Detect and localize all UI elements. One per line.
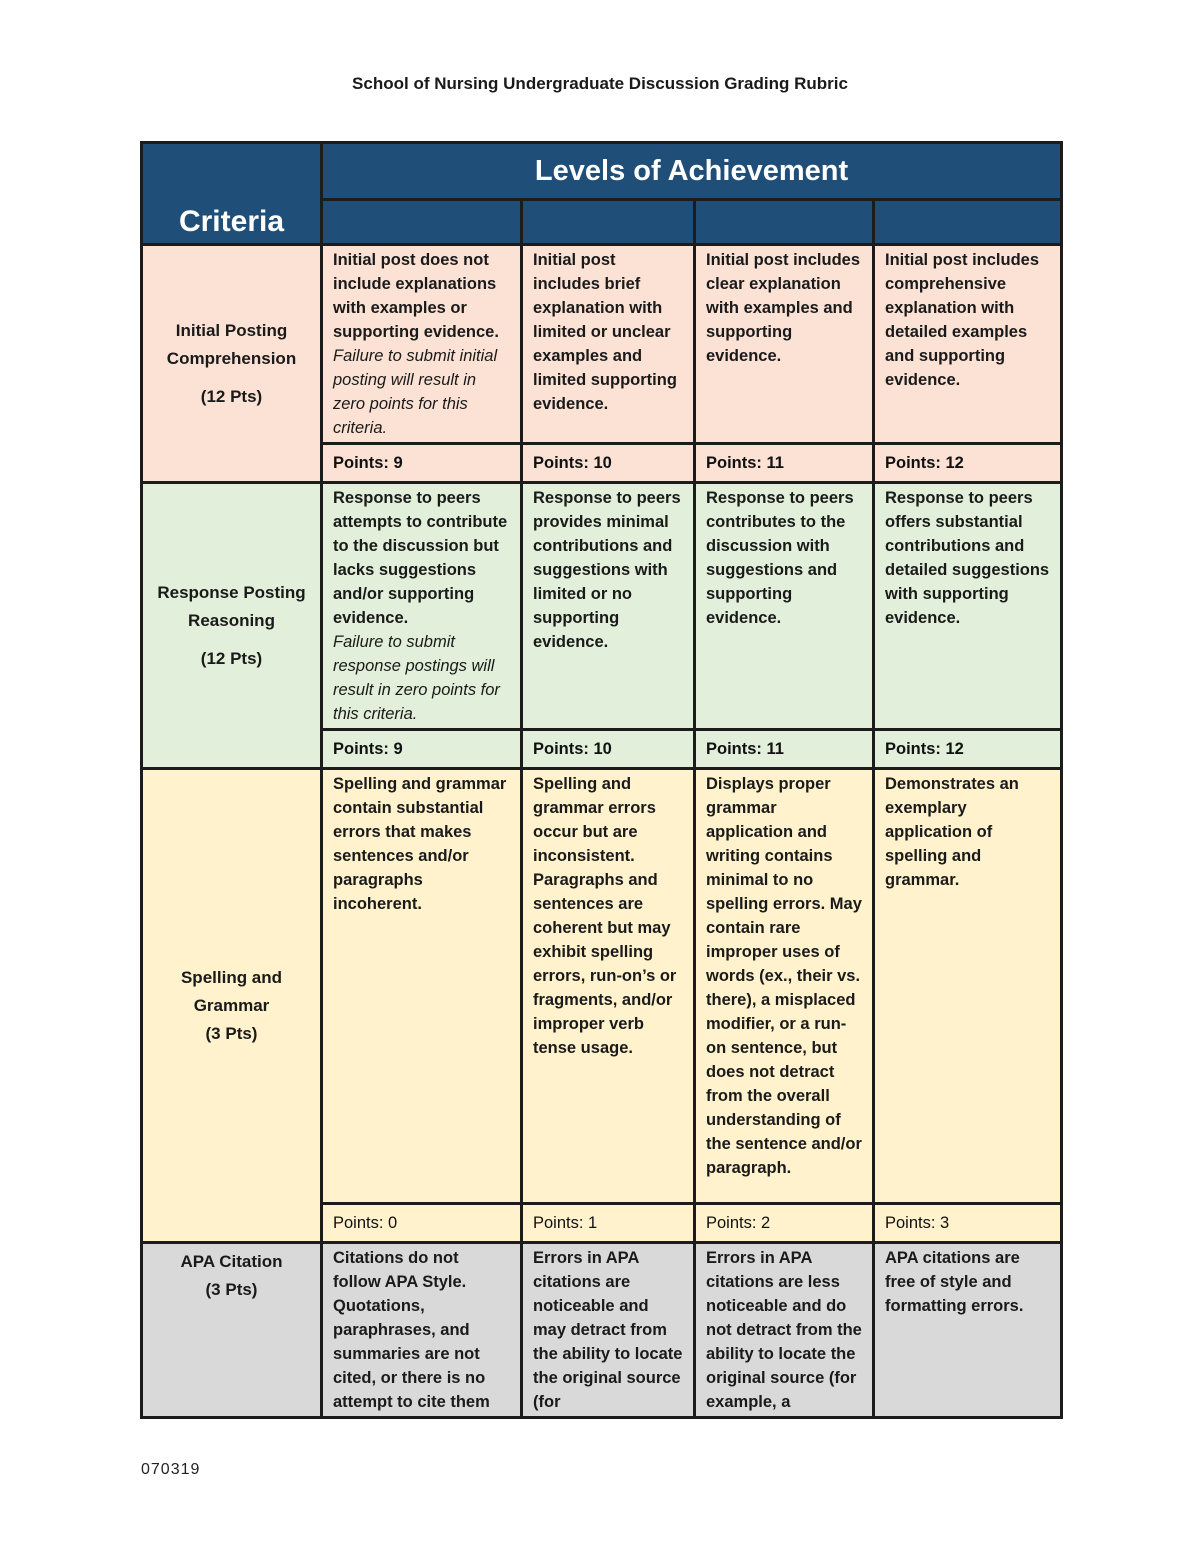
criterion-points: (12 Pts) [200, 648, 263, 668]
points-cell: Points: 10 [522, 730, 695, 769]
descriptor-cell [322, 1243, 522, 1418]
criterion-points: (3 Pts) [205, 1023, 258, 1043]
descriptor-note: Failure to submit initial posting will result in zero points for this criteria. [333, 347, 498, 437]
criterion-name: Response Posting Reasoning [157, 582, 306, 630]
criterion-label-response-posting [142, 483, 322, 769]
points-cell: Points: 2 [695, 1204, 874, 1243]
levels-of-achievement-header: Levels of Achievement [322, 143, 1062, 200]
descriptor-text: Spelling and grammar contain substantial errors that makes sentences and/or paragraphs incoherent. [333, 775, 507, 913]
document-footer-code: 070319 [141, 1461, 201, 1478]
descriptor-cell [522, 1243, 695, 1418]
descriptor-cell [874, 245, 1062, 444]
criteria-header: Criteria [142, 143, 322, 245]
criterion-points: (12 Pts) [200, 386, 263, 406]
descriptor-text: Errors in APA citations are noticeable and may detract from the ability to locate the original source (for [533, 1249, 683, 1411]
descriptor-cell [322, 483, 522, 730]
level-header-4 [874, 200, 1062, 245]
descriptor-text: Spelling and grammar errors occur but are inconsistent. Paragraphs and sentences are coherent but may exhibit spelling errors, run-on’s or fragments, and/or improper verb tense usage. [533, 775, 677, 1057]
points-cell: Points: 11 [695, 444, 874, 483]
criterion-name: APA Citation [180, 1252, 283, 1271]
descriptor-text: Initial post includes clear explanation with examples and supporting evidence. [706, 251, 861, 365]
criterion-label-apa-citation [142, 1243, 322, 1418]
descriptor-text: Errors in APA citations are less noticeable and do not detract from the ability to locate the original source (for example, a [706, 1249, 862, 1411]
criterion-row-initial-posting [142, 245, 1062, 444]
descriptor-text: Initial post includes brief explanation with limited or unclear examples and limited supporting evidence. [533, 251, 677, 413]
descriptor-cell [522, 483, 695, 730]
header-row-levels [142, 143, 1062, 200]
descriptor-text: Displays proper grammar application and writing contains minimal to no spelling errors. May contain rare improper uses of words (ex., their vs. there), a misplaced modifier, or a run-on sentence, but does not detract from the overall understanding of the sentence and/or paragraph. [706, 775, 862, 1177]
points-cell: Points: 9 [322, 730, 522, 769]
descriptor-cell [522, 245, 695, 444]
criterion-points: (3 Pts) [205, 1280, 258, 1299]
descriptor-text: Response to peers attempts to contribute to the discussion but lacks suggestions and/or supporting evidence. [333, 489, 508, 627]
descriptor-text: Response to peers offers substantial contributions and detailed suggestions with supporting evidence. [885, 489, 1050, 627]
descriptor-cell [874, 1243, 1062, 1418]
criterion-row-spelling-grammar [142, 769, 1062, 1204]
descriptor-cell [695, 769, 874, 1204]
points-cell: Points: 11 [695, 730, 874, 769]
criterion-name: Spelling and Grammar [180, 967, 283, 1015]
document-title: School of Nursing Undergraduate Discussion Grading Rubric [352, 74, 848, 93]
criterion-row-apa-citation [142, 1243, 1062, 1418]
points-cell: Points: 10 [522, 444, 695, 483]
descriptor-cell [322, 245, 522, 444]
points-cell: Points: 0 [322, 1204, 522, 1243]
points-cell: Points: 1 [522, 1204, 695, 1243]
descriptor-cell [322, 769, 522, 1204]
descriptor-text: APA citations are free of style and formatting errors. [885, 1249, 1024, 1315]
criterion-name: Initial Posting Comprehension [166, 320, 297, 368]
descriptor-cell [695, 245, 874, 444]
criterion-label-spelling-grammar [142, 769, 322, 1243]
points-cell: Points: 12 [874, 730, 1062, 769]
descriptor-text: Initial post includes comprehensive explanation with detailed examples and supporting evidence. [885, 251, 1040, 389]
points-cell: Points: 9 [322, 444, 522, 483]
level-header-3 [695, 200, 874, 245]
grading-rubric-table [140, 141, 1063, 1419]
descriptor-note: Failure to submit response postings will result in zero points for this criteria. [333, 633, 500, 723]
points-cell: Points: 12 [874, 444, 1062, 483]
descriptor-cell [695, 483, 874, 730]
criterion-row-response-posting [142, 483, 1062, 730]
criterion-label-initial-posting [142, 245, 322, 483]
descriptor-cell [874, 483, 1062, 730]
descriptor-cell [522, 769, 695, 1204]
descriptor-text: Demonstrates an exemplary application of spelling and grammar. [885, 775, 1019, 889]
descriptor-text: Response to peers provides minimal contributions and suggestions with limited or no supporting evidence. [533, 489, 681, 651]
descriptor-text: Response to peers contributes to the discussion with suggestions and supporting evidence. [706, 489, 854, 627]
descriptor-text: Initial post does not include explanations with examples or supporting evidence. [333, 251, 499, 341]
level-header-2 [522, 200, 695, 245]
points-cell: Points: 3 [874, 1204, 1062, 1243]
descriptor-cell [695, 1243, 874, 1418]
descriptor-cell [874, 769, 1062, 1204]
descriptor-text: Citations do not follow APA Style. Quotations, paraphrases, and summaries are not cited, or there is no attempt to cite them [333, 1249, 490, 1411]
level-header-1 [322, 200, 522, 245]
